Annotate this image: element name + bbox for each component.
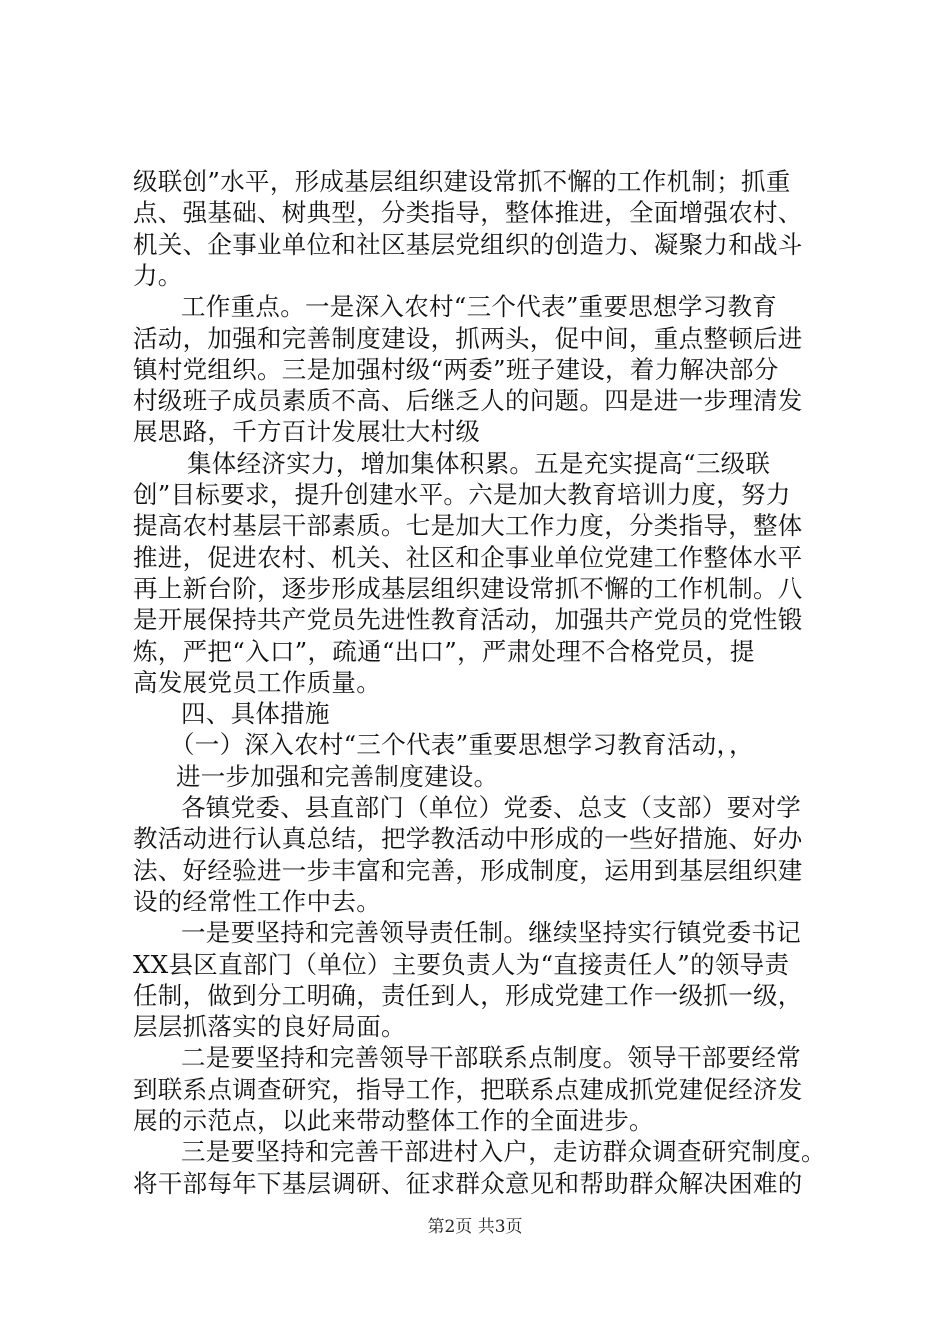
text-line: 法、好经验进一步丰富和完善，形成制度，运用到基层组织建 <box>133 855 803 885</box>
text-line: 村级班子成员素质不高、后继乏人的问题。四是进一步理清发 <box>133 386 803 416</box>
text-line: 是开展保持共产党员先进性教育活动，加强共产党员的党性锻 <box>133 605 803 635</box>
text-line: 提高农村基层干部素质。七是加大工作力度，分类指导，整体 <box>133 511 803 541</box>
text-line: 推进，促进农村、机关、社区和企事业单位党建工作整体水平 <box>133 542 803 572</box>
text-line: 级联创”水平，形成基层组织建设常抓不懈的工作机制；抓重 <box>133 167 791 196</box>
text-line: 教活动进行认真总结，把学教活动中形成的一些好措施、好办 <box>133 824 803 854</box>
text-line: 二是要坚持和完善领导干部联系点制度。领导干部要经常 <box>181 1043 801 1073</box>
subsection-heading-continued: 进一步加强和完善制度建设。 <box>176 761 499 791</box>
text-line: 层层抓落实的良好局面。 <box>133 1012 406 1042</box>
text-line: 各镇党委、县直部门（单位）党委、总支（支部）要对学 <box>181 793 801 822</box>
text-line: 三是要坚持和完善干部进村入户，走访群众调查研究制度。 <box>181 1137 826 1167</box>
text-line: 展思路，千方百计发展壮大村级 <box>133 417 481 447</box>
subsection-heading: （一）深入农村“三个代表”重要思想学习教育活动，， <box>170 730 754 760</box>
text-line: 力。 <box>133 260 183 290</box>
text-line: 工作重点。一是深入农村“三个代表”重要思想学习教育 <box>181 292 778 322</box>
text-line: XX县区直部门（单位）主要负责人为“直接责任人”的领导责 <box>133 949 790 979</box>
text-line: 集体经济实力，增加集体积累。五是充实提高“三级联 <box>187 448 771 478</box>
text-line: 创”目标要求，提升创建水平。六是加大教育培训力度，努力 <box>133 480 791 509</box>
page-number-footer: 第2页 共3页 <box>427 1217 523 1237</box>
text-line: 点、强基础、树典型，分类指导，整体推进，全面增强农村、 <box>133 198 803 228</box>
text-line: 高发展党员工作质量。 <box>133 667 381 697</box>
section-heading: 四、具体措施 <box>181 699 330 729</box>
text-line: 炼，严把“入口”，疏通“出口”，严肃处理不合格党员，提 <box>133 636 755 666</box>
text-line: 一是要坚持和完善领导责任制。继续坚持实行镇党委书记 <box>181 918 801 948</box>
text-line: 活动，加强和完善制度建设，抓两头，促中间，重点整顿后进 <box>133 323 803 353</box>
text-line: 再上新台阶，逐步形成基层组织建设常抓不懈的工作机制。八 <box>133 573 803 603</box>
text-line: 机关、企事业单位和社区基层党组织的创造力、凝聚力和战斗 <box>133 229 803 259</box>
text-line: 展的示范点，以此来带动整体工作的全面进步。 <box>133 1106 654 1135</box>
text-line: 到联系点调查研究，指导工作，把联系点建成抓党建促经济发 <box>133 1074 803 1104</box>
text-line: 任制，做到分工明确，责任到人，形成党建工作一级抓一级， <box>133 980 803 1010</box>
text-line: 镇村党组织。三是加强村级“两委”班子建设，着力解决部分 <box>133 354 779 384</box>
text-line: 将干部每年下基层调研、征求群众意见和帮助群众解决困难的 <box>133 1168 803 1198</box>
text-line: 设的经常性工作中去。 <box>133 886 381 916</box>
